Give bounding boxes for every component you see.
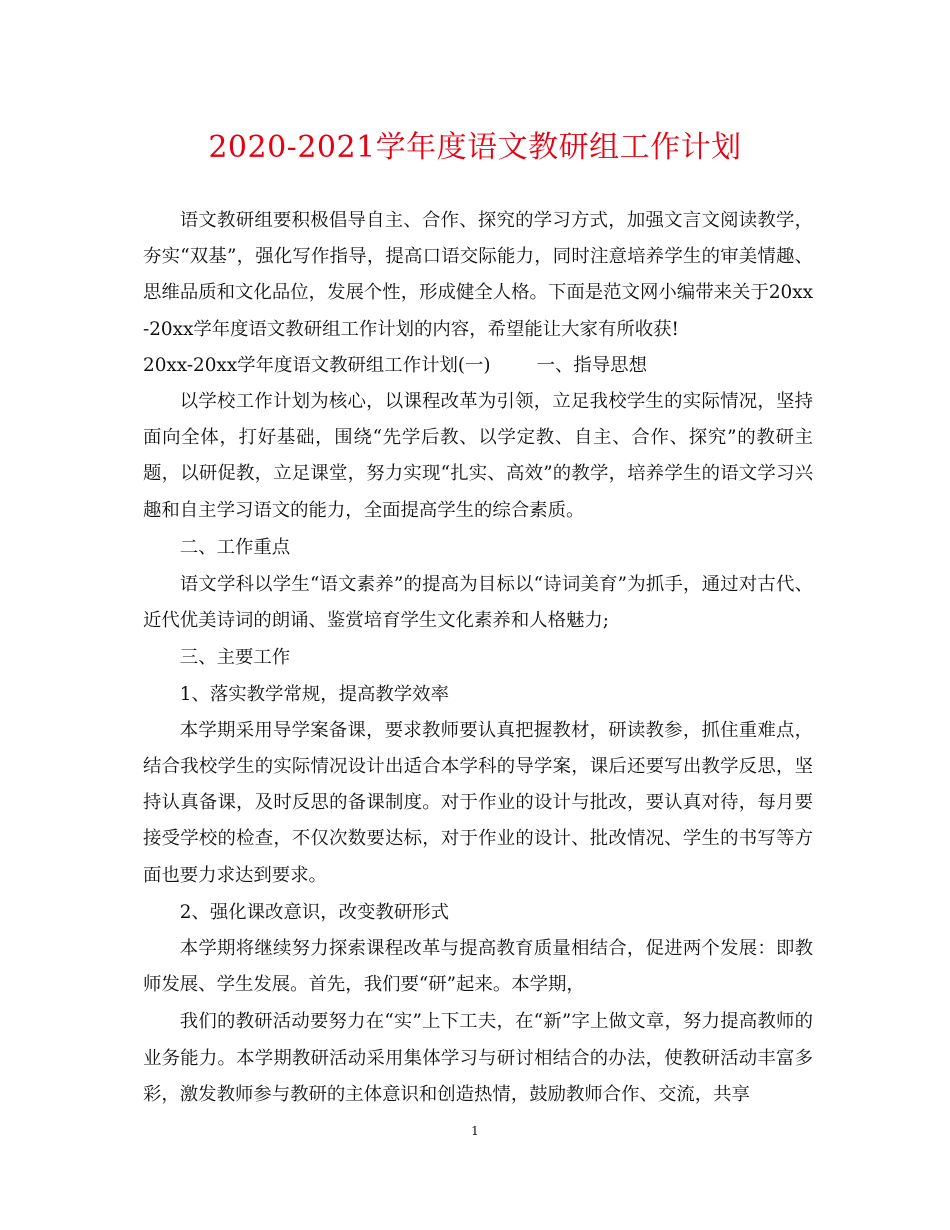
section-heading-main-work: 三、主要工作 (179, 647, 291, 669)
section-heading-guiding-ideology: 一、指导思想 (536, 354, 647, 376)
paragraph-work-focus: 语文学科以学生“语文素养”的提高为目标以“诗词美育”为抓手，通过对古代、近代优美诗词的朗诵、鉴赏培育学生文化素养和人格魅力; (143, 574, 813, 632)
document-title: 2020-2021学年度语文教研组工作计划 (208, 130, 742, 165)
plan-heading-line (143, 348, 813, 384)
page-number: 1 (471, 1124, 479, 1138)
subheading-curriculum-reform: 2、强化课改意识，改变教研形式 (179, 901, 449, 923)
paragraph-intro: 语文教研组要积极倡导自主、合作、探究的学习方式，加强文言文阅读教学，夯实“双基”，强化写作指导，提高口语交际能力，同时注意培养学生的审美情趣、思维品质和文化品位，发展个性，形成健全人格。下面是范文网小编带来关于20xx-20xx学年度语文教研组工作计划的内容，希望能让大家有所收获! (143, 210, 813, 340)
paragraph-curriculum-reform: 本学期将继续努力探索课程改革与提高教育质量相结合，促进两个发展：即教师发展、学生发展。首先，我们要“研”起来。本学期， (143, 938, 813, 996)
document-body (143, 203, 813, 1113)
plan-heading: 20xx-20xx学年度语文教研组工作计划(一) (143, 354, 491, 376)
paragraph-teaching-routine: 本学期采用导学案备课，要求教师要认真把握教材，研读教参，抓住重难点，结合我校学生的实际情况设计出适合本学科的导学案，课后还要写出教学反思，坚持认真备课，及时反思的备课制度。对于作业的设计与批改，要认真对待，每月要接受学校的检查，不仅次数要达标，对于作业的设计、批改情况、学生的书写等方面也要力求达到要求。 (143, 719, 813, 886)
paragraph-teaching-research: 我们的教研活动要努力在“实”上下工夫，在“新”字上做文章，努力提高教师的业务能力。本学期教研活动采用集体学习与研讨相结合的办法，使教研活动丰富多彩，激发教师参与教研的主体意识和创造热情，鼓励教师合作、交流，共享 (143, 1011, 813, 1105)
section-heading-work-focus: 二、工作重点 (179, 536, 291, 558)
paragraph-guiding-ideology: 以学校工作计划为核心，以课程改革为引领，立足我校学生的实际情况，坚持面向全体，打好基础，围绕“先学后教、以学定教、自主、合作、探究”的教研主题，以研促教，立足课堂，努力实现“扎实、高效”的教学，培养学生的语文学习兴趣和自主学习语文的能力，全面提高学生的综合素质。 (143, 391, 813, 521)
subheading-teaching-routine: 1、落实教学常规，提高教学效率 (179, 683, 449, 705)
